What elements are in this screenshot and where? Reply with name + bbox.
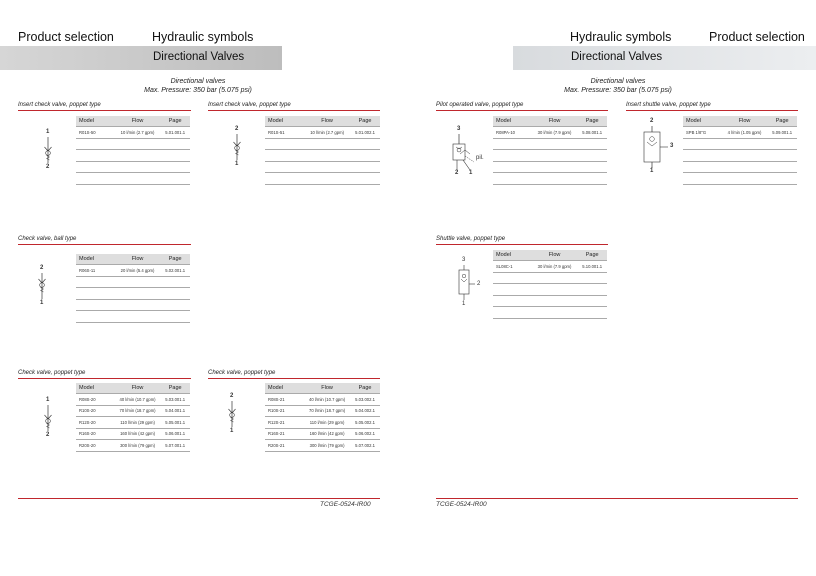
cell-model: R06S-11 bbox=[76, 265, 115, 277]
table-row bbox=[265, 440, 380, 452]
section-title: Shuttle valve, poppet type bbox=[436, 236, 506, 242]
cell-page: 5.01.002.1 bbox=[350, 127, 380, 139]
cell-flow bbox=[115, 311, 161, 323]
port-label-bottom-left: 2 bbox=[455, 170, 459, 176]
column-header-page: Page bbox=[350, 383, 380, 394]
cell-page bbox=[767, 150, 797, 162]
cell-flow: 20 l/min (5.4 gpm) bbox=[115, 265, 161, 277]
table-row bbox=[683, 161, 797, 173]
column-header-page: Page bbox=[160, 116, 190, 127]
port-label-bottom: 1 bbox=[40, 300, 44, 306]
port-label-top: 2 bbox=[650, 118, 654, 124]
cell-page: 5.01.001.1 bbox=[160, 127, 190, 139]
table-row bbox=[76, 265, 190, 277]
cell-flow bbox=[304, 173, 350, 185]
cell-flow bbox=[115, 138, 161, 150]
table-row bbox=[76, 311, 190, 323]
cell-flow bbox=[115, 299, 161, 311]
section-rule bbox=[436, 244, 608, 245]
port-label-top: 2 bbox=[230, 393, 234, 399]
column-header-flow: Flow bbox=[115, 116, 161, 127]
cell-model: R20S-21 bbox=[265, 440, 304, 452]
band-title: Directional Valves bbox=[571, 51, 663, 63]
table-header-row bbox=[76, 116, 190, 127]
spec-table bbox=[76, 116, 190, 185]
cell-page bbox=[577, 173, 607, 185]
cell-page bbox=[577, 284, 607, 296]
page-subtitle bbox=[518, 78, 718, 95]
table-row bbox=[265, 173, 380, 185]
port-label-top: 2 bbox=[40, 265, 44, 271]
section-insert-check-valve-b bbox=[208, 101, 380, 111]
shuttle-valve-symbol bbox=[640, 118, 680, 178]
cell-model bbox=[493, 161, 532, 173]
column-header-page: Page bbox=[160, 383, 190, 394]
cell-flow bbox=[115, 173, 161, 185]
port-label-bottom: 1 bbox=[462, 301, 466, 307]
subtitle-line-1: Directional valves bbox=[590, 78, 646, 85]
cell-flow bbox=[532, 272, 578, 284]
spec-table bbox=[265, 383, 380, 452]
table-row bbox=[265, 150, 380, 162]
port-label-top: 1 bbox=[46, 129, 50, 135]
port-label-side: 2 bbox=[477, 281, 481, 287]
table-row bbox=[265, 127, 380, 139]
spec-table bbox=[493, 116, 607, 185]
cell-model: SPB 1/8"G bbox=[683, 127, 722, 139]
port-label-top: 2 bbox=[235, 126, 239, 132]
right-page bbox=[408, 0, 816, 576]
column-header-model: Model bbox=[76, 383, 115, 394]
cell-model: R12S-21 bbox=[265, 417, 304, 429]
cell-flow: 70 l/min (18.7 gpm) bbox=[115, 405, 161, 417]
section-title: Insert shuttle valve, poppet type bbox=[626, 102, 711, 108]
footer-document-code: TCGE-0524-IR00 bbox=[436, 501, 487, 508]
cell-page: 5.10.001.1 bbox=[577, 261, 607, 273]
section-rule bbox=[626, 110, 798, 111]
cell-model: R16S-21 bbox=[265, 428, 304, 440]
cell-flow: 110 l/min (29 gpm) bbox=[115, 417, 161, 429]
section-check-valve-poppet-b bbox=[208, 369, 380, 379]
cell-flow bbox=[722, 173, 768, 185]
cell-model: R08S-20 bbox=[76, 394, 115, 406]
cell-page bbox=[577, 150, 607, 162]
header-hydraulic-symbols: Hydraulic symbols bbox=[570, 30, 672, 44]
cell-model bbox=[493, 272, 532, 284]
cell-page bbox=[767, 173, 797, 185]
cell-page: 5.03.001.1 bbox=[160, 394, 190, 406]
cell-model bbox=[76, 161, 115, 173]
cell-model bbox=[76, 138, 115, 150]
cell-page bbox=[160, 161, 190, 173]
section-insert-shuttle-valve bbox=[626, 101, 798, 111]
cell-flow bbox=[722, 161, 768, 173]
section-title: Check valve, poppet type bbox=[208, 370, 276, 376]
footer-rule bbox=[18, 498, 380, 499]
cell-model bbox=[76, 276, 115, 288]
table-row bbox=[265, 161, 380, 173]
cell-model bbox=[265, 138, 304, 150]
table-row bbox=[493, 150, 607, 162]
cell-flow: 110 l/min (29 gpm) bbox=[304, 417, 350, 429]
shuttle-valve-symbol bbox=[456, 257, 486, 309]
port-label-top: 1 bbox=[46, 397, 50, 403]
port-label-top: 3 bbox=[462, 257, 466, 263]
spec-table bbox=[493, 250, 607, 319]
table-row bbox=[493, 284, 607, 296]
footer-document-code: TCGE-0524-IR00 bbox=[320, 501, 371, 508]
cell-flow bbox=[304, 161, 350, 173]
cell-model: R08S-21 bbox=[265, 394, 304, 406]
cell-page bbox=[160, 276, 190, 288]
cell-model bbox=[493, 138, 532, 150]
table-row bbox=[493, 173, 607, 185]
column-header-flow: Flow bbox=[532, 250, 578, 261]
spec-table bbox=[265, 116, 380, 185]
table-header-row bbox=[265, 383, 380, 394]
table-row bbox=[76, 428, 190, 440]
column-header-flow: Flow bbox=[115, 254, 161, 265]
cell-model bbox=[493, 307, 532, 319]
port-label-bottom: 2 bbox=[46, 432, 50, 438]
table-row bbox=[493, 295, 607, 307]
cell-flow bbox=[532, 295, 578, 307]
spec-table bbox=[76, 254, 190, 323]
cell-flow: 160 l/min (42 gpm) bbox=[115, 428, 161, 440]
table-row bbox=[493, 307, 607, 319]
check-valve-symbol bbox=[38, 129, 58, 173]
cell-flow: 40 l/min (10.7 gpm) bbox=[304, 394, 350, 406]
table-row bbox=[76, 173, 190, 185]
section-rule bbox=[18, 378, 191, 379]
cell-page: 5.02.001.1 bbox=[160, 265, 190, 277]
section-shuttle-valve bbox=[436, 235, 608, 245]
column-header-page: Page bbox=[577, 250, 607, 261]
cell-model bbox=[265, 150, 304, 162]
section-title: Check valve, ball type bbox=[18, 236, 77, 242]
cell-model: R10S-21 bbox=[265, 405, 304, 417]
table-row bbox=[76, 127, 190, 139]
cell-flow: 30 l/min (7.9 gpm) bbox=[532, 261, 578, 273]
table-header-row bbox=[493, 250, 607, 261]
cell-model bbox=[493, 284, 532, 296]
table-header-row bbox=[76, 254, 190, 265]
cell-flow: 300 l/min (79 gpm) bbox=[115, 440, 161, 452]
cell-page bbox=[577, 161, 607, 173]
table-header-row bbox=[493, 116, 607, 127]
table-row bbox=[493, 161, 607, 173]
table-row bbox=[76, 394, 190, 406]
section-title: Insert check valve, poppet type bbox=[208, 102, 291, 108]
port-label-bottom-right: 1 bbox=[469, 170, 473, 176]
column-header-flow: Flow bbox=[722, 116, 768, 127]
cell-flow: 160 l/min (42 gpm) bbox=[304, 428, 350, 440]
section-title: Check valve, poppet type bbox=[18, 370, 86, 376]
cell-page: 5.03.002.1 bbox=[350, 394, 380, 406]
cell-page bbox=[160, 173, 190, 185]
cell-flow bbox=[532, 138, 578, 150]
cell-model bbox=[76, 311, 115, 323]
cell-flow bbox=[532, 173, 578, 185]
cell-page: 5.09.001.1 bbox=[767, 127, 797, 139]
cell-flow bbox=[115, 161, 161, 173]
cell-flow bbox=[304, 138, 350, 150]
cell-page bbox=[160, 288, 190, 300]
cell-model: R20S-20 bbox=[76, 440, 115, 452]
check-valve-symbol bbox=[227, 126, 247, 170]
cell-page bbox=[577, 272, 607, 284]
cell-page: 5.08.001.1 bbox=[577, 127, 607, 139]
section-rule bbox=[18, 110, 191, 111]
cell-flow: 10 l/min (2.7 gpm) bbox=[304, 127, 350, 139]
cell-model bbox=[493, 150, 532, 162]
port-label-bottom: 1 bbox=[650, 168, 654, 174]
cell-flow: 300 l/min (79 gpm) bbox=[304, 440, 350, 452]
cell-page bbox=[350, 173, 380, 185]
cell-model: R10S-20 bbox=[76, 405, 115, 417]
cell-page bbox=[350, 150, 380, 162]
section-check-valve-ball bbox=[18, 235, 191, 245]
column-header-page: Page bbox=[350, 116, 380, 127]
table-row bbox=[493, 261, 607, 273]
footer-rule bbox=[436, 498, 798, 499]
cell-model bbox=[76, 288, 115, 300]
section-rule bbox=[208, 378, 380, 379]
column-header-page: Page bbox=[767, 116, 797, 127]
cell-page bbox=[767, 161, 797, 173]
column-header-model: Model bbox=[493, 116, 532, 127]
column-header-model: Model bbox=[683, 116, 722, 127]
cell-flow bbox=[532, 284, 578, 296]
cell-flow: 4 l/min (1.05 gpm) bbox=[722, 127, 768, 139]
table-row bbox=[76, 138, 190, 150]
cell-page: 5.04.002.1 bbox=[350, 405, 380, 417]
table-row bbox=[265, 428, 380, 440]
table-row bbox=[76, 417, 190, 429]
table-header-row bbox=[265, 116, 380, 127]
cell-page bbox=[350, 138, 380, 150]
cell-model bbox=[493, 295, 532, 307]
table-row bbox=[683, 138, 797, 150]
check-valve-symbol bbox=[38, 397, 58, 441]
section-rule bbox=[208, 110, 380, 111]
cell-model: R01S-50 bbox=[76, 127, 115, 139]
column-header-page: Page bbox=[577, 116, 607, 127]
subtitle-line-2: Max. Pressure: 350 bar (5.075 psi) bbox=[564, 86, 672, 94]
table-row bbox=[683, 150, 797, 162]
table-row bbox=[76, 299, 190, 311]
cell-model bbox=[265, 161, 304, 173]
cell-page: 5.04.001.1 bbox=[160, 405, 190, 417]
port-label-side: 3 bbox=[670, 143, 674, 149]
check-valve-symbol bbox=[222, 393, 242, 437]
table-row bbox=[76, 288, 190, 300]
cell-flow bbox=[115, 288, 161, 300]
cell-page: 5.07.002.1 bbox=[350, 440, 380, 452]
cell-page bbox=[577, 307, 607, 319]
column-header-flow: Flow bbox=[115, 383, 161, 394]
pilot-operated-check-symbol bbox=[448, 126, 488, 178]
cell-page: 5.05.001.1 bbox=[160, 417, 190, 429]
section-check-valve-poppet-a bbox=[18, 369, 191, 379]
cell-model bbox=[76, 299, 115, 311]
title-band bbox=[0, 46, 282, 70]
cell-model bbox=[265, 173, 304, 185]
cell-page bbox=[160, 311, 190, 323]
column-header-model: Model bbox=[493, 250, 532, 261]
table-row bbox=[76, 150, 190, 162]
cell-model bbox=[683, 150, 722, 162]
column-header-flow: Flow bbox=[304, 116, 350, 127]
cell-flow: 70 l/min (18.7 gpm) bbox=[304, 405, 350, 417]
column-header-page: Page bbox=[160, 254, 190, 265]
table-row bbox=[265, 417, 380, 429]
table-row bbox=[683, 127, 797, 139]
header-hydraulic-symbols: Hydraulic symbols bbox=[152, 30, 254, 44]
table-row bbox=[76, 161, 190, 173]
cell-page: 5.06.001.1 bbox=[160, 428, 190, 440]
column-header-model: Model bbox=[265, 116, 304, 127]
column-header-model: Model bbox=[265, 383, 304, 394]
cell-page bbox=[577, 138, 607, 150]
table-header-row bbox=[76, 383, 190, 394]
column-header-flow: Flow bbox=[532, 116, 578, 127]
cell-page: 5.06.002.1 bbox=[350, 428, 380, 440]
cell-flow: 10 l/min (2.7 gpm) bbox=[115, 127, 161, 139]
port-label-bottom: 2 bbox=[46, 164, 50, 170]
cell-model: R01S-51 bbox=[265, 127, 304, 139]
cell-flow bbox=[532, 161, 578, 173]
subtitle-line-1: Directional valves bbox=[170, 78, 226, 85]
cell-model bbox=[683, 173, 722, 185]
cell-model: R12S-20 bbox=[76, 417, 115, 429]
cell-page bbox=[350, 161, 380, 173]
cell-flow bbox=[722, 138, 768, 150]
cell-page bbox=[160, 138, 190, 150]
cell-flow bbox=[532, 150, 578, 162]
table-row bbox=[265, 405, 380, 417]
spec-table bbox=[76, 383, 190, 452]
section-rule bbox=[436, 110, 608, 111]
cell-model: R16S-20 bbox=[76, 428, 115, 440]
cell-page: 5.07.001.1 bbox=[160, 440, 190, 452]
cell-page bbox=[160, 150, 190, 162]
header-product-selection: Product selection bbox=[709, 30, 805, 44]
cell-model: SL08C-1 bbox=[493, 261, 532, 273]
table-row bbox=[493, 138, 607, 150]
section-rule bbox=[18, 244, 191, 245]
column-header-model: Model bbox=[76, 254, 115, 265]
port-label-bottom: 1 bbox=[235, 161, 239, 167]
table-row bbox=[493, 127, 607, 139]
page-subtitle bbox=[98, 78, 298, 95]
cell-page: 5.05.002.1 bbox=[350, 417, 380, 429]
column-header-flow: Flow bbox=[304, 383, 350, 394]
title-band bbox=[513, 46, 816, 70]
cell-flow: 40 l/min (10.7 gpm) bbox=[115, 394, 161, 406]
cell-model bbox=[76, 173, 115, 185]
cell-flow bbox=[115, 150, 161, 162]
port-label-bottom: 1 bbox=[230, 428, 234, 434]
cell-flow bbox=[722, 150, 768, 162]
cell-model bbox=[76, 150, 115, 162]
table-header-row bbox=[683, 116, 797, 127]
section-title: Pilot operated valve, poppet type bbox=[436, 102, 524, 108]
header-product-selection: Product selection bbox=[18, 30, 114, 44]
table-row bbox=[493, 272, 607, 284]
table-row bbox=[683, 173, 797, 185]
cell-model bbox=[683, 138, 722, 150]
cell-model: R08PA-10 bbox=[493, 127, 532, 139]
cell-model bbox=[493, 173, 532, 185]
section-title: Insert check valve, poppet type bbox=[18, 102, 101, 108]
cell-flow: 30 l/min (7.9 gpm) bbox=[532, 127, 578, 139]
cell-flow bbox=[115, 276, 161, 288]
port-label-top: 3 bbox=[457, 126, 461, 132]
section-pilot-operated-valve bbox=[436, 101, 608, 111]
table-row bbox=[265, 138, 380, 150]
table-row bbox=[76, 276, 190, 288]
table-row bbox=[265, 394, 380, 406]
ball-check-valve-symbol bbox=[32, 265, 52, 309]
cell-page bbox=[577, 295, 607, 307]
cell-flow bbox=[304, 150, 350, 162]
table-row bbox=[76, 440, 190, 452]
spec-table bbox=[683, 116, 797, 185]
column-header-model: Model bbox=[76, 116, 115, 127]
section-insert-check-valve-a bbox=[18, 101, 191, 111]
band-title: Directional Valves bbox=[153, 51, 245, 63]
cell-model bbox=[683, 161, 722, 173]
table-row bbox=[76, 405, 190, 417]
cell-page bbox=[160, 299, 190, 311]
cell-flow bbox=[532, 307, 578, 319]
cell-page bbox=[767, 138, 797, 150]
port-label-pilot: pil. bbox=[476, 155, 484, 161]
subtitle-line-2: Max. Pressure: 350 bar (5.075 psi) bbox=[144, 86, 252, 94]
